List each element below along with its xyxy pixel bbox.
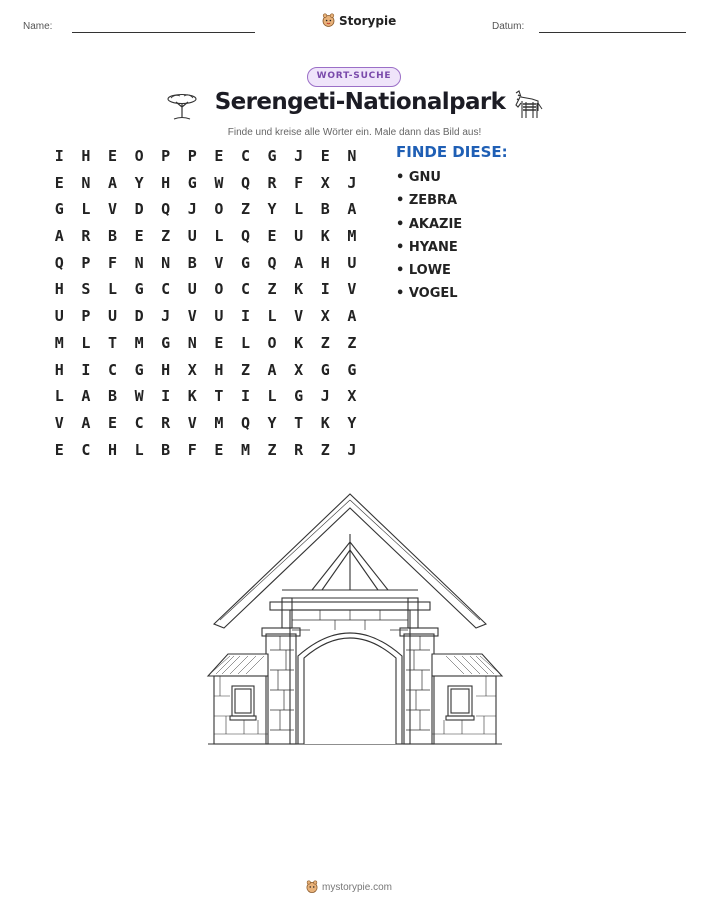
grid-letter[interactable]: E [107, 413, 117, 432]
instructions: Finde und kreise alle Wörter ein. Male dann das Bild aus! [227, 127, 482, 138]
grid-letter[interactable]: Z [320, 440, 330, 459]
name-line[interactable] [72, 32, 255, 33]
grid-row [46, 440, 365, 467]
grid-letter[interactable]: K [294, 280, 304, 299]
grid-letter[interactable]: A [54, 227, 64, 246]
grid-letter[interactable]: K [320, 227, 330, 246]
grid-letter[interactable]: A [347, 200, 357, 219]
grid-letter[interactable]: B [161, 440, 171, 459]
word-list-title: FINDE DIESE: [396, 143, 508, 161]
grid-letter[interactable]: U [54, 307, 64, 326]
grid-letter[interactable]: Z [161, 227, 171, 246]
grid-letter[interactable]: V [347, 280, 357, 299]
grid-letter[interactable]: B [107, 387, 117, 406]
grid-letter[interactable]: P [161, 147, 171, 165]
grid-letter[interactable]: P [187, 147, 197, 165]
word-list-item: • VOGEL [396, 286, 458, 302]
grid-letter[interactable]: G [161, 333, 171, 352]
brand-name: Storypie [339, 13, 397, 28]
word-list-item: • LOWE [396, 263, 451, 279]
word-list-item: • ZEBRA [396, 193, 458, 209]
grid-letter[interactable]: P [81, 307, 91, 326]
grid-letter[interactable]: C [161, 280, 171, 299]
grid-letter[interactable]: Q [240, 413, 250, 432]
grid-letter[interactable]: L [54, 387, 64, 406]
grid-letter[interactable]: E [107, 147, 117, 165]
grid-letter[interactable]: F [107, 253, 117, 272]
word-list [396, 170, 462, 310]
brand-logo [322, 13, 396, 28]
grid-letter[interactable]: L [267, 387, 277, 406]
zebra-icon [510, 89, 544, 121]
grid-letter[interactable]: Q [240, 227, 250, 246]
grid-row [46, 199, 365, 226]
grid-letter[interactable]: K [294, 333, 304, 352]
grid-letter[interactable]: A [347, 307, 357, 326]
grid-letter[interactable]: N [161, 253, 171, 272]
grid-letter[interactable]: S [81, 280, 91, 299]
word-list-item: • GNU [396, 170, 441, 185]
date-label: Datum: [492, 21, 525, 32]
grid-letter[interactable]: C [240, 280, 250, 299]
grid-letter[interactable]: Q [161, 200, 171, 219]
grid-letter[interactable]: U [107, 307, 117, 326]
name-label: Name: [23, 21, 53, 32]
grid-letter[interactable]: O [214, 200, 224, 219]
grid-letter[interactable]: G [267, 147, 277, 165]
grid-letter[interactable]: R [161, 413, 171, 432]
page-title: Serengeti-Nationalpark [214, 89, 506, 115]
grid-letter[interactable]: W [134, 387, 144, 406]
grid-letter[interactable]: L [214, 227, 224, 246]
grid-letter[interactable]: E [320, 147, 330, 165]
grid-letter[interactable]: B [107, 227, 117, 246]
grid-letter[interactable]: A [294, 253, 304, 272]
grid-letter[interactable]: C [134, 413, 144, 432]
grid-letter[interactable]: I [240, 387, 250, 406]
grid-letter[interactable]: X [347, 387, 357, 406]
grid-letter[interactable]: E [54, 173, 64, 192]
grid-row [46, 413, 365, 440]
grid-letter[interactable]: J [161, 307, 171, 326]
date-line[interactable] [539, 32, 686, 33]
grid-letter[interactable]: F [187, 440, 197, 459]
grid-letter[interactable]: M [347, 227, 357, 246]
grid-letter[interactable]: V [54, 413, 64, 432]
grid-letter[interactable]: F [294, 173, 304, 192]
grid-letter[interactable]: H [214, 360, 224, 379]
grid-letter[interactable]: H [107, 440, 117, 459]
grid-letter[interactable]: W [214, 173, 224, 192]
grid-letter[interactable]: V [214, 253, 224, 272]
grid-letter[interactable]: Z [240, 200, 250, 219]
grid-letter[interactable]: Y [134, 173, 144, 192]
grid-letter[interactable]: N [134, 253, 144, 272]
grid-letter[interactable]: I [320, 280, 330, 299]
grid-letter[interactable]: V [107, 200, 117, 219]
grid-letter[interactable]: H [54, 280, 64, 299]
grid-row [46, 333, 365, 360]
grid-letter[interactable]: T [294, 413, 304, 432]
grid-letter[interactable]: B [320, 200, 330, 219]
grid-letter[interactable]: G [320, 360, 330, 379]
grid-letter[interactable]: J [320, 387, 330, 406]
storypie-logo-icon [322, 13, 335, 28]
grid-letter[interactable]: E [214, 147, 224, 165]
grid-letter[interactable]: G [134, 360, 144, 379]
grid-letter[interactable]: I [161, 387, 171, 406]
grid-letter[interactable]: N [81, 173, 91, 192]
grid-letter[interactable]: D [134, 200, 144, 219]
grid-letter[interactable]: V [187, 413, 197, 432]
grid-letter[interactable]: E [267, 227, 277, 246]
grid-row [46, 226, 365, 253]
grid-letter[interactable]: G [240, 253, 250, 272]
safari-gate-coloring-picture[interactable] [200, 490, 510, 750]
grid-letter[interactable]: U [347, 253, 357, 272]
grid-letter[interactable]: M [134, 333, 144, 352]
storypie-logo-icon [306, 880, 318, 894]
grid-row [46, 386, 365, 413]
grid-letter[interactable]: Z [320, 333, 330, 352]
grid-letter[interactable]: O [214, 280, 224, 299]
grid-letter[interactable]: Q [267, 253, 277, 272]
grid-letter[interactable]: Y [267, 200, 277, 219]
grid-letter[interactable]: B [187, 253, 197, 272]
grid-letter[interactable]: I [81, 360, 91, 379]
grid-letter[interactable]: R [294, 440, 304, 459]
grid-letter[interactable]: N [187, 333, 197, 352]
grid-letter[interactable]: Q [54, 253, 64, 272]
grid-row [46, 279, 365, 306]
grid-letter[interactable]: C [240, 147, 250, 165]
grid-letter[interactable]: C [81, 440, 91, 459]
grid-letter[interactable]: L [240, 333, 250, 352]
grid-letter[interactable]: G [294, 387, 304, 406]
grid-letter[interactable]: E [54, 440, 64, 459]
grid-letter[interactable]: P [81, 253, 91, 272]
puzzle-type-badge: WORT-SUCHE [307, 67, 401, 87]
grid-letter[interactable]: G [54, 200, 64, 219]
grid-letter[interactable]: E [214, 440, 224, 459]
grid-letter[interactable]: H [161, 173, 171, 192]
grid-letter[interactable]: Z [267, 280, 277, 299]
grid-letter[interactable]: E [134, 227, 144, 246]
grid-row [46, 173, 365, 200]
grid-letter[interactable]: A [107, 173, 117, 192]
grid-letter[interactable]: Y [347, 413, 357, 432]
grid-letter[interactable]: T [214, 387, 224, 406]
grid-letter[interactable]: J [347, 440, 357, 459]
grid-letter[interactable]: G [134, 280, 144, 299]
grid-letter[interactable]: I [240, 307, 250, 326]
grid-letter[interactable]: V [294, 307, 304, 326]
grid-letter[interactable]: L [107, 280, 117, 299]
grid-letter[interactable]: J [187, 200, 197, 219]
grid-row [46, 306, 365, 333]
grid-row [46, 360, 365, 387]
grid-letter[interactable]: N [347, 147, 357, 165]
footer [306, 880, 392, 894]
grid-row [46, 146, 365, 173]
grid-letter[interactable]: J [294, 147, 304, 165]
grid-letter[interactable]: L [294, 200, 304, 219]
grid-letter[interactable]: E [214, 333, 224, 352]
grid-letter[interactable]: M [54, 333, 64, 352]
grid-letter[interactable]: Z [240, 360, 250, 379]
grid-letter[interactable]: X [187, 360, 197, 379]
grid-letter[interactable]: U [187, 227, 197, 246]
grid-letter[interactable]: Q [240, 173, 250, 192]
grid-letter[interactable]: U [294, 227, 304, 246]
grid-letter[interactable]: Z [267, 440, 277, 459]
grid-letter[interactable]: C [107, 360, 117, 379]
grid-letter[interactable]: H [81, 147, 91, 165]
grid-letter[interactable]: H [320, 253, 330, 272]
grid-letter[interactable]: R [267, 173, 277, 192]
grid-letter[interactable]: O [134, 147, 144, 165]
grid-letter[interactable]: L [81, 333, 91, 352]
grid-row [46, 253, 365, 280]
footer-url[interactable]: mystorypie.com [322, 881, 393, 893]
grid-letter[interactable]: L [81, 200, 91, 219]
grid-letter[interactable]: D [134, 307, 144, 326]
grid-letter[interactable]: T [107, 333, 117, 352]
grid-letter[interactable]: U [214, 307, 224, 326]
grid-letter[interactable]: G [347, 360, 357, 379]
word-list-item: • AKAZIE [396, 216, 463, 232]
grid-letter[interactable]: V [187, 307, 197, 326]
grid-letter[interactable]: A [81, 413, 91, 432]
grid-letter[interactable]: I [54, 147, 64, 165]
grid-letter[interactable]: L [134, 440, 144, 459]
grid-letter[interactable]: G [187, 173, 197, 192]
grid-letter[interactable]: L [267, 307, 277, 326]
grid-letter[interactable]: Y [267, 413, 277, 432]
grid-letter[interactable]: A [267, 360, 277, 379]
grid-letter[interactable]: Z [347, 333, 357, 352]
grid-letter[interactable]: M [240, 440, 250, 459]
grid-letter[interactable]: H [54, 360, 64, 379]
grid-letter[interactable]: H [161, 360, 171, 379]
grid-letter[interactable]: X [294, 360, 304, 379]
grid-letter[interactable]: M [214, 413, 224, 432]
grid-letter[interactable]: X [320, 173, 330, 192]
grid-letter[interactable]: R [81, 227, 91, 246]
grid-letter[interactable]: O [267, 333, 277, 352]
grid-letter[interactable]: K [187, 387, 197, 406]
grid-letter[interactable]: A [81, 387, 91, 406]
word-list-item: • HYANE [396, 239, 458, 255]
grid-letter[interactable]: X [320, 307, 330, 326]
grid-letter[interactable]: J [347, 173, 357, 192]
word-search-grid[interactable] [46, 146, 365, 466]
grid-letter[interactable]: K [320, 413, 330, 432]
grid-letter[interactable]: U [187, 280, 197, 299]
